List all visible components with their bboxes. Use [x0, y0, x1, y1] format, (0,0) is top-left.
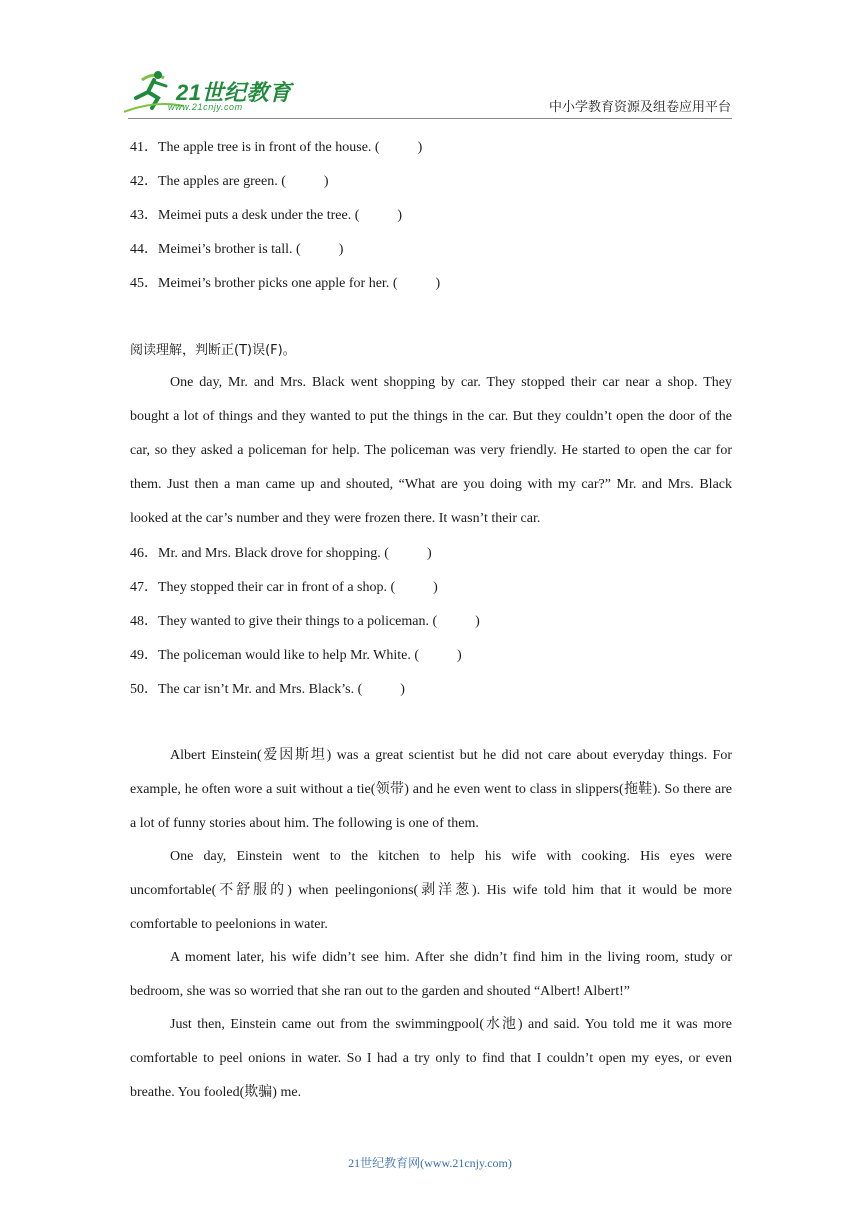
einstein-paragraph-1: Albert Einstein(爱因斯坦) was a great scientist but he did not care about everyday things. For example, he often wore a suit without a tie(领带) and he even went to class in slippers(拖鞋). So there are a lot of funny stories about him. The following is one of them. [130, 748, 732, 831]
question-48: 48．They wanted to give their things to a policeman. ( ) [130, 614, 480, 629]
question-41: 41．The apple tree is in front of the house. ( ) [130, 140, 423, 155]
footer-link[interactable]: 21世纪教育网(www.21cnjy.com) [348, 1156, 512, 1170]
question-44: 44．Meimei’s brother is tall. ( ) [130, 242, 344, 257]
question-46: 46．Mr. and Mrs. Black drove for shopping. ( ) [130, 546, 432, 561]
einstein-paragraph-3: A moment later, his wife didn’t see him. After she didn’t find him in the living room, study or bedroom, she was so worried that she ran out to the garden and shouted “Albert! Albert!” [130, 950, 732, 999]
header-divider [128, 118, 732, 119]
question-49: 49．The policeman would like to help Mr. White. ( ) [130, 648, 462, 663]
question-43: 43．Meimei puts a desk under the tree. ( ) [130, 208, 403, 223]
passage-black-family: One day, Mr. and Mrs. Black went shopping by car. They stopped their car near a shop. They bought a lot of things and they wanted to put the things in the car. But they couldn’t open the door of the car, so they asked a policeman for help. The policeman was very friendly. He started to open the car for them. Just then a man came up and shouted, “What are you doing with my car?” Mr. and Mrs. Black looked at the car’s number and they were frozen there. It wasn’t their car. [130, 375, 732, 526]
question-45: 45．Meimei’s brother picks one apple for her. ( ) [130, 276, 441, 291]
question-42: 42．The apples are green. ( ) [130, 174, 329, 189]
section-instruction: 阅读理解，判断正(T)误(F)。 [130, 343, 296, 358]
question-50: 50．The car isn’t Mr. and Mrs. Black’s. ( ) [130, 682, 405, 697]
question-47: 47．They stopped their car in front of a shop. ( ) [130, 580, 438, 595]
logo-url: www.21cnjy.com [168, 102, 243, 112]
header-platform-text: 中小学教育资源及组卷应用平台 [549, 100, 732, 115]
einstein-paragraph-2: One day, Einstein went to the kitchen to help his wife with cooking. His eyes were uncomfortable(不舒服的) when peelingonions(剥洋葱). His wife told him that it would be more comfortable to peelonions in water. [130, 849, 732, 932]
einstein-paragraph-4: Just then, Einstein came out from the swimmingpool(水池) and said. You told me it was more comfortable to peel onions in water. So I had a try only to find that I couldn’t open my eyes, or even breathe. You fooled(欺骗) me. [130, 1017, 732, 1100]
logo-text: 21世纪教育 [176, 80, 292, 105]
